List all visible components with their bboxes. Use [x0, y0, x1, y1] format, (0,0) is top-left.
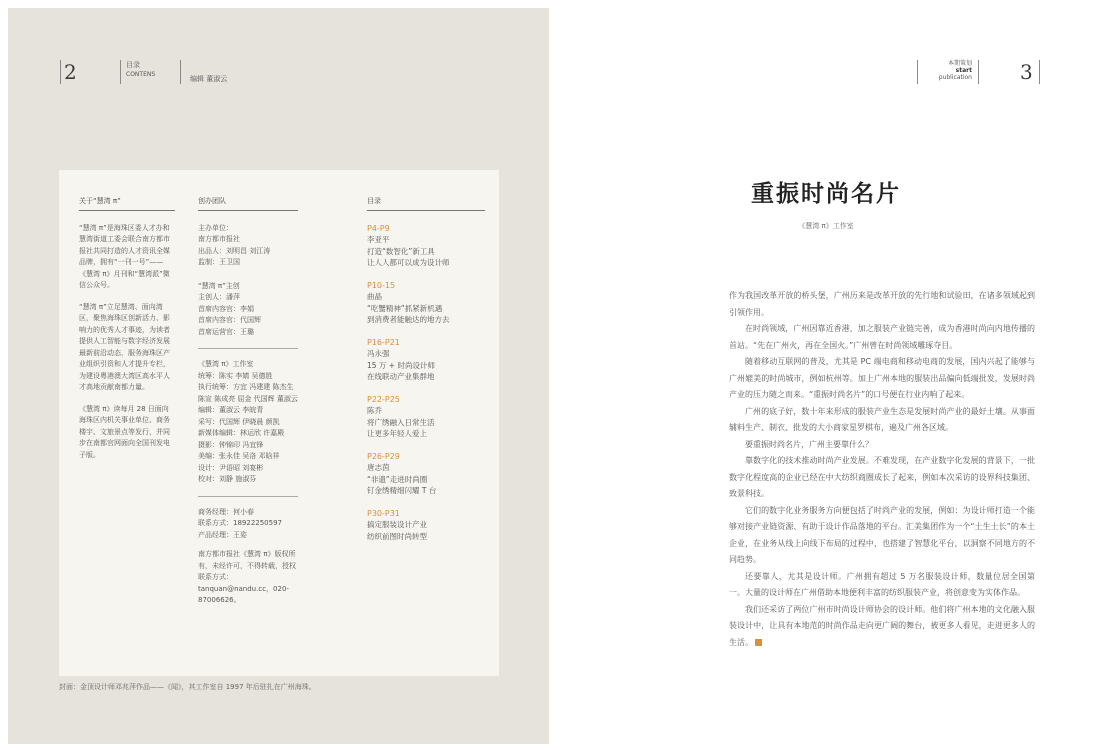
- article-paragraph: 作为我国改革开放的桥头堡，广州历来是改革开放的先行地和试验田，在诸多领域起到引领作用。: [729, 291, 1035, 317]
- end-mark-icon: [755, 639, 762, 646]
- article-paragraph: 随着移动互联网的普及，尤其是 PC 端电商和移动电商的发展，国内兴起了能够与广州媲美的时尚城市，例如杭州等。加上广州本地的服装出品偏向低端批发，发展时尚产业的压力随之而来。“重振时尚名片”的口号便在行业内响了起来。: [729, 357, 1035, 399]
- team-line: 联系方式：18922250597: [198, 519, 282, 527]
- article-paragraph: 广州的底子好，数十年来形成的服装产业生态是发展时尚产业的最好土壤。从事面辅料生产、制衣、批发的大小商家星罗棋布，遍及广州各区域。: [729, 406, 1035, 432]
- team-divider: [198, 348, 298, 349]
- article-paragraph: 它们的数字化业务服务方向便包括了时尚产业的发展，例如：为设计师打造一个能够对接产业链资源、有助于设计作品落地的平台。汇美集团作为一个“土生土长”的本土企业，在业务从线上向线下布局的过程中，也搭建了智慧化平台，以洞察不同地方的不同趋势。: [729, 505, 1035, 564]
- contents-label-cn: 目录: [126, 61, 140, 69]
- team-line: 商务经理：何小春: [198, 507, 254, 516]
- toc-item[interactable]: [367, 223, 485, 269]
- toc-person: 曲晶: [367, 292, 382, 301]
- article-paragraph-last: [729, 602, 1035, 652]
- about-paragraph: “慧湾 π”立足慧湾、面向湾区，聚焦海珠区创新活力、影响力的优秀人才事迹，为读者提供人工智能与数字经济发展最新前沿动态，服务海珠区产业组织引资和人才提升专栏，为建设粤港澳大湾区高水平人才高地贡献南都力量。: [79, 302, 170, 391]
- toc-person: 李亚平: [367, 235, 390, 244]
- editor-divider: [180, 60, 181, 84]
- team-line: 主办单位：: [198, 223, 233, 232]
- toc-headline: 到消费者能触达的地方去: [367, 315, 450, 324]
- article-title: 重振时尚名片: [751, 181, 901, 207]
- toc-column: [367, 196, 485, 542]
- about-column: [79, 196, 175, 471]
- page-number-divider: [978, 60, 979, 84]
- article-paragraph-text: 我们还采访了两位广州市时尚设计师协会的设计师。他们将广州本地的文化融入服装设计中，让具有本地范的时尚作品走向更广阔的舞台，被更多人看见，走进更多人的生活。: [729, 604, 1035, 647]
- toc-headline: 将广绣融入日常生活: [367, 417, 435, 427]
- toc-headline: 钉金绣精细闪耀 T 台: [367, 486, 437, 495]
- right-page-number: 3: [1020, 60, 1033, 84]
- toc-person: 冯永强: [367, 349, 390, 358]
- section-header: [922, 60, 972, 81]
- contents-divider: [120, 60, 121, 84]
- team-line: 摄影：钟锦印 冯宜锋: [198, 440, 264, 449]
- article-paragraph: 还要靠人，尤其是设计师。广州拥有超过 5 万名服装设计师，数量位居全国第一。大量的设计师在广州借助本地便利丰富的纺织服装产业，将创意变为实体作品。: [729, 571, 1035, 597]
- toc-title: 目录: [367, 196, 485, 211]
- toc-pages: P16-P21: [367, 337, 400, 347]
- about-paragraph: “慧湾 π”是海珠区委人才办和慧湾街道工委会联合南方都市报社共同打造的人才资讯全媒品牌，拥有“一刊一号”——《慧湾 π》月刊和“慧湾派”微信公众号。: [79, 223, 170, 289]
- team-line: 执行统筹：方宜 冯建建 陈杰生: [198, 383, 294, 391]
- team-line: 设计：尹语昭 刘宴彬: [198, 463, 264, 472]
- contents-label-en: CONTENS: [126, 71, 156, 78]
- toc-pages: P4-P9: [367, 223, 390, 233]
- toc-headline: 纺织前图时尚转型: [367, 531, 427, 541]
- article-paragraph: 靠数字化的技术推动时尚产业发展。不难发现，在产业数字化发展的背景下，一批数字化程度高的企业已经在中大纺织商圈成长了起来，例如本次采访的设界科技集团、致景科技。: [729, 456, 1035, 498]
- team-line: 首席内容官：李娟: [198, 304, 254, 313]
- about-paragraph: 《慧湾 π》读每月 28 日面向海珠区内机关事业单位、商务楼宇、文旅景点等发行，并同步在南都官网面向全国刊发电子版。: [79, 404, 170, 459]
- team-divider: [198, 496, 298, 497]
- team-title: 创办团队: [198, 196, 298, 211]
- toc-headline: 让更多年轻人爱上: [367, 429, 427, 438]
- toc-headline: “吃蟹精神”抓紧新机遇: [367, 303, 443, 313]
- left-page-number: 2: [64, 60, 77, 84]
- toc-pages: P22-P25: [367, 394, 400, 404]
- team-block-organizer: [198, 223, 298, 269]
- toc-person: 唐志茵: [367, 463, 390, 472]
- toc-headline: 让人人都可以成为设计师: [367, 258, 450, 267]
- copyright-notice: 南方都市报社《慧湾 π》版权所有，未经许可，不得转载，授权联系方式：tanquan@nandu.cc，020-87006626。: [198, 550, 296, 604]
- toc-headline: 搞定服装设计产业: [367, 520, 427, 529]
- page-number-divider-right: [1039, 60, 1040, 84]
- toc-pages: P26-P29: [367, 451, 400, 461]
- team-line: 校对：刘静 施淑芬: [198, 475, 257, 483]
- team-line: 新媒体编辑：林运欣 许嘉殿: [198, 429, 285, 437]
- team-line: 采写：代国辉 伊晓晨 颜凯: [198, 417, 280, 426]
- right-page: [562, 8, 1090, 744]
- header-divider: [917, 60, 918, 84]
- toc-pages: P10-15: [367, 280, 396, 290]
- section-header-cn: 本期策划: [947, 60, 972, 67]
- toc-item[interactable]: [367, 394, 485, 440]
- toc-headline: 在线联动产业集群地: [367, 372, 435, 381]
- toc-headline: 15 万 + 时尚设计师: [367, 360, 435, 370]
- toc-item[interactable]: [367, 451, 485, 497]
- team-block-studio: [198, 359, 298, 486]
- team-line: 南方都市报社: [198, 235, 240, 243]
- toc-headline: “非遗”走进时尚圈: [367, 474, 428, 484]
- team-line: 美编：张永佳 吴洛 邓晗祥: [198, 452, 280, 460]
- page-number-divider: [60, 60, 61, 84]
- article-byline: 《慧湾 π》工作室: [798, 222, 854, 230]
- editor-credit: 编辑 董淑云: [190, 75, 228, 83]
- team-line: 统筹：陈实 李婧 吴德胜: [198, 371, 273, 380]
- team-line: “慧湾 π”主创: [198, 281, 240, 290]
- team-line: 产品经理：王姿: [198, 530, 247, 539]
- team-line: 主创人：潘萍: [198, 293, 240, 301]
- article-body: [729, 288, 1035, 651]
- toc-item[interactable]: [367, 337, 485, 383]
- team-line: 《慧湾 π》工作室: [198, 360, 254, 368]
- team-line: 陈宣 陈成亮 屈金 代国辉 董淑云: [198, 394, 298, 403]
- section-header-en1: start: [955, 67, 972, 74]
- team-column: [198, 196, 298, 607]
- toc-item[interactable]: [367, 280, 485, 326]
- toc-headline: 打造“数智化”新工具: [367, 246, 435, 256]
- team-line: 监制：王卫国: [198, 258, 240, 266]
- toc-person: 陈乔: [367, 406, 382, 415]
- team-line: 出品人：刘明昌 刘江涛: [198, 246, 271, 255]
- team-line: 编辑：董淑云 李皖青: [198, 406, 264, 414]
- team-block-creators: [198, 281, 298, 339]
- team-block-business: [198, 507, 298, 542]
- article-paragraph: 在时尚领域，广州因靠近香港，加之服装产业链完善，成为香港时尚向内地传播的首站。“先在广州火，再在全国火。”广州曾在时尚领域雕琢夺目。: [729, 324, 1035, 350]
- article-paragraph: 要重振时尚名片，广州主要靠什么？: [745, 439, 873, 449]
- toc-pages: P30-P31: [367, 508, 400, 518]
- team-line: 首席运营官：王璐: [198, 327, 254, 336]
- toc-item[interactable]: [367, 508, 485, 543]
- section-header-en2: publication: [938, 74, 972, 81]
- team-line: 首席内容官：代国辉: [198, 316, 261, 324]
- about-title: 关于“慧湾 π”: [79, 196, 175, 211]
- cover-caption: 封面：金顶设计师邓兆萍作品——《闻》，其工作室自 1997 年后驻扎在广州海珠。: [59, 683, 316, 691]
- contents-panel: [59, 170, 499, 676]
